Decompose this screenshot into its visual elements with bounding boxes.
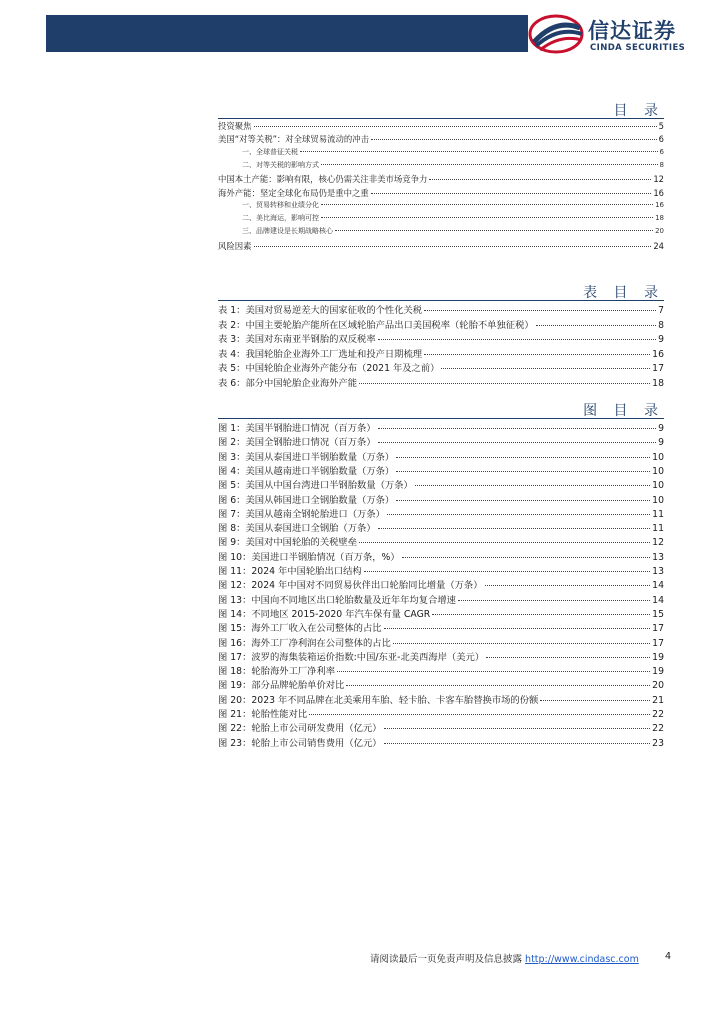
toc-entry-page: 8 — [659, 160, 664, 169]
dot-leader — [359, 383, 650, 384]
table-entry-label: 表 1：美国对贸易逆差大的国家征收的个性化关税 — [218, 305, 423, 316]
figure-entry[interactable] — [218, 677, 664, 691]
figure-entry-label: 图 3：美国从泰国进口半钢胎数量（万条） — [218, 451, 395, 463]
toc-entry[interactable] — [218, 226, 664, 236]
dot-leader — [384, 728, 651, 729]
table-entry-page: 7 — [658, 305, 664, 316]
dot-leader — [396, 471, 650, 472]
dot-leader — [321, 204, 653, 205]
figure-entry-label: 图 9：美国对中国轮胎的关税壁垒 — [218, 537, 358, 549]
dot-leader — [364, 571, 650, 572]
figure-entry-page: 9 — [658, 437, 664, 449]
toc-divider — [218, 118, 664, 119]
figure-entry-label: 图 7：美国从越南全钢轮胎进口（万条） — [218, 508, 385, 520]
table-entry-label: 表 5：中国轮胎企业海外产能分布（2021 年及之前） — [218, 363, 440, 375]
figure-entry[interactable] — [218, 720, 664, 734]
footer-disclaimer: 请阅读最后一页免责声明及信息披露 — [370, 954, 523, 965]
toc-entry-label: 美国“对等关税”：对全球贸易流动的冲击 — [218, 134, 370, 145]
footer — [370, 951, 639, 965]
figure-entry-label: 图 12：2024 年中国对不同贸易伙伴出口轮胎同比增量（万条） — [218, 580, 483, 592]
cinda-logo-icon — [528, 12, 586, 56]
dot-leader — [441, 368, 650, 369]
table-entry-label: 表 3：美国对东南亚半钢胎的双反税率 — [218, 334, 376, 346]
figure-entry-page: 17 — [652, 637, 664, 649]
table-entry[interactable] — [218, 375, 664, 389]
figure-entry-label: 图 5：美国从中国台湾进口半钢胎数量（万条） — [218, 480, 413, 492]
toc-entry-label: 风险因素 — [218, 240, 252, 251]
figure-entry-page: 9 — [658, 423, 664, 434]
dot-leader — [486, 657, 650, 658]
toc-entry[interactable] — [218, 147, 664, 157]
dot-leader — [378, 428, 656, 429]
dot-leader — [337, 671, 650, 672]
figure-entry-label: 图 21：轮胎性能对比 — [218, 709, 308, 720]
dot-leader — [378, 339, 656, 340]
figure-entry-label: 图 19：部分品牌轮胎单价对比 — [218, 680, 345, 692]
dot-leader — [254, 126, 657, 127]
figures-title: 图 目 录 — [583, 403, 664, 419]
footer-url-link[interactable]: http://www.cindasc.com — [525, 954, 639, 965]
toc-entry-label: 二、美比海运，影响可控 — [242, 214, 319, 223]
dot-leader — [393, 643, 650, 644]
table-entry-page: 18 — [652, 378, 664, 389]
figure-entry[interactable] — [218, 534, 664, 548]
figure-entry[interactable] — [218, 420, 664, 434]
figure-entry-page: 22 — [652, 723, 664, 735]
figure-entry-page: 10 — [652, 494, 664, 506]
toc-entry-label: 中国本土产能：影响有限，核心仍需关注非美市场竞争力 — [218, 174, 428, 185]
figure-entry[interactable] — [218, 449, 664, 463]
figure-entry-page: 13 — [652, 551, 664, 563]
toc-entry-label: 海外产能：坚定全球化布局仍是重中之重 — [218, 187, 369, 198]
figure-entry-label: 图 11：2024 年中国轮胎出口结构 — [218, 566, 362, 577]
dot-leader — [335, 230, 653, 231]
table-entry[interactable] — [218, 331, 664, 345]
toc-entry[interactable] — [218, 133, 664, 145]
dot-leader — [387, 514, 650, 515]
toc-entry-page: 6 — [659, 147, 664, 156]
figure-entry-page: 10 — [652, 465, 664, 477]
figure-entry-label: 图 16：海外工厂净利润在公司整体的占比 — [218, 637, 391, 649]
figure-entry-page: 17 — [652, 623, 664, 635]
figure-entry[interactable] — [218, 520, 664, 534]
figure-entry[interactable] — [218, 434, 664, 448]
toc-entry[interactable] — [218, 173, 664, 185]
toc-entry-page: 24 — [653, 240, 664, 251]
figure-entry-label: 图 4：美国从越南进口半钢胎数量（万条） — [218, 465, 395, 477]
dot-leader — [254, 246, 652, 247]
dot-leader — [321, 217, 653, 218]
table-entry-page: 16 — [652, 348, 664, 360]
figure-entry[interactable] — [218, 549, 664, 563]
figure-entry-page: 21 — [652, 694, 664, 706]
brand-name-en: CINDA SECURITIES — [590, 43, 686, 53]
figure-entry-label: 图 15：海外工厂收入在公司整体的占比 — [218, 623, 382, 635]
dot-leader — [424, 354, 650, 355]
dot-leader — [371, 139, 657, 140]
toc-entry-page: 6 — [658, 134, 664, 145]
page-number: 4 — [665, 951, 672, 962]
figure-entry-label: 图 22：轮胎上市公司研发费用（亿元） — [218, 723, 382, 735]
figure-entry-label: 图 2：美国全钢胎进口情况（百万条） — [218, 437, 376, 449]
figure-entry[interactable] — [218, 649, 664, 663]
toc-entry[interactable] — [218, 213, 664, 223]
dot-leader — [384, 628, 651, 629]
toc-entry-page: 18 — [655, 214, 664, 223]
dot-leader — [402, 557, 650, 558]
figure-entry-label: 图 10：美国进口半钢胎情况（百万条，%） — [218, 551, 400, 563]
toc-entry[interactable] — [218, 187, 664, 199]
toc-entry-label: 三、品牌建设是长期战略核心 — [242, 227, 333, 236]
figure-entry-label: 图 18：轮胎海外工厂净利率 — [218, 666, 336, 678]
figure-entry[interactable] — [218, 692, 664, 706]
dot-leader — [309, 714, 650, 715]
figure-entry-page: 23 — [652, 737, 664, 749]
figure-entry[interactable] — [218, 563, 664, 577]
table-entry-label: 表 2：中国主要轮胎产能所在区域轮胎产品出口美国税率（轮胎不单独征税） — [218, 319, 534, 331]
figure-entry-page: 10 — [652, 451, 664, 463]
dot-leader — [396, 500, 650, 501]
toc-entry-label: 一、贸易转移和业绩分化 — [242, 200, 319, 209]
toc-entry-page: 16 — [655, 200, 664, 209]
toc-entry-page: 5 — [658, 121, 664, 131]
figure-entry-page: 10 — [652, 480, 664, 492]
dot-leader — [359, 542, 650, 543]
tables-divider — [218, 300, 664, 301]
figure-entry[interactable] — [218, 620, 664, 634]
brand-name-cn: 信达证券 — [588, 19, 676, 43]
dot-leader — [378, 442, 656, 443]
dot-leader — [424, 310, 656, 311]
dot-leader — [458, 600, 650, 601]
toc-entry-label: 投资聚焦 — [218, 121, 252, 131]
figure-entry[interactable] — [218, 735, 664, 749]
brand-logo — [528, 12, 718, 56]
dot-leader — [300, 151, 658, 152]
dot-leader — [396, 457, 650, 458]
dot-leader — [540, 700, 650, 701]
dot-leader — [321, 164, 658, 165]
table-entry-label: 表 4：我国轮胎企业海外工厂选址和投产日期梳理 — [218, 348, 423, 360]
dot-leader — [415, 485, 650, 486]
figure-entry-page: 13 — [652, 566, 664, 577]
figure-entry[interactable] — [218, 706, 664, 720]
figure-entry[interactable] — [218, 592, 664, 606]
figure-entry-label: 图 23：轮胎上市公司销售费用（亿元） — [218, 737, 382, 749]
figures-divider — [218, 418, 664, 419]
table-entry[interactable] — [218, 302, 664, 316]
toc-entry-page: 12 — [653, 174, 664, 185]
toc-entry-label: 一、全球普征关税 — [242, 147, 298, 156]
figure-entry-page: 19 — [652, 666, 664, 678]
dot-leader — [371, 193, 652, 194]
figure-entry[interactable] — [218, 463, 664, 477]
table-entry-page: 9 — [658, 334, 664, 346]
table-entry-page: 17 — [652, 363, 664, 375]
toc-entry[interactable] — [218, 160, 664, 170]
figure-entry-label: 图 20：2023 年不同品牌在北美乘用车胎、轻卡胎、卡客车胎替换市场的份额 — [218, 694, 539, 706]
figure-entry-label: 图 17：波罗的海集装箱运价指数:中国/东亚-北美西海岸（美元） — [218, 651, 485, 663]
figure-entry-page: 12 — [652, 537, 664, 549]
toc-title: 目 录 — [613, 103, 664, 119]
dot-leader — [485, 585, 651, 586]
figure-entry[interactable] — [218, 635, 664, 649]
toc-entry[interactable] — [218, 200, 664, 210]
toc-entry-page: 20 — [655, 227, 664, 236]
tables-title: 表 目 录 — [583, 285, 664, 301]
dot-leader — [432, 614, 650, 615]
figure-entry-page: 15 — [652, 608, 664, 620]
toc-entry[interactable] — [218, 120, 664, 132]
header-banner — [46, 15, 528, 52]
toc-entry-page: 16 — [653, 187, 664, 198]
figure-entry-page: 11 — [652, 523, 664, 535]
figure-entry[interactable] — [218, 477, 664, 491]
dot-leader — [346, 685, 650, 686]
table-entry-page: 8 — [658, 319, 664, 331]
table-entry[interactable] — [218, 346, 664, 360]
figure-entry-label: 图 8：美国从泰国进口全钢胎（万条） — [218, 523, 376, 535]
dot-leader — [429, 179, 651, 180]
figure-entry[interactable] — [218, 492, 664, 506]
figure-entry[interactable] — [218, 506, 664, 520]
figure-entry-label: 图 6：美国从韩国进口全钢胎数量（万条） — [218, 494, 395, 506]
toc-entry-label: 二、对等关税的影响方式 — [242, 160, 319, 169]
figure-entry-page: 19 — [652, 651, 664, 663]
figure-entry[interactable] — [218, 606, 664, 620]
figure-entry-page: 22 — [652, 709, 664, 720]
figure-entry-page: 14 — [652, 580, 664, 592]
figure-entry-label: 图 1：美国半钢胎进口情况（百万条） — [218, 423, 376, 434]
table-entry[interactable] — [218, 360, 664, 374]
figure-entry-label: 图 14：不同地区 2015-2020 年汽车保有量 CAGR — [218, 608, 431, 620]
figure-entry-label: 图 13：中国向不同地区出口轮胎数量及近年年均复合增速 — [218, 594, 456, 606]
figure-entry[interactable] — [218, 577, 664, 591]
figure-entry-page: 20 — [652, 680, 664, 692]
dot-leader — [384, 743, 651, 744]
table-entry-label: 表 6：部分中国轮胎企业海外产能 — [218, 378, 358, 389]
table-entry[interactable] — [218, 317, 664, 331]
figure-entry-page: 14 — [652, 594, 664, 606]
dot-leader — [536, 325, 656, 326]
figure-entry[interactable] — [218, 663, 664, 677]
figure-entry-page: 11 — [652, 508, 664, 520]
toc-entry[interactable] — [218, 240, 664, 252]
dot-leader — [378, 528, 651, 529]
